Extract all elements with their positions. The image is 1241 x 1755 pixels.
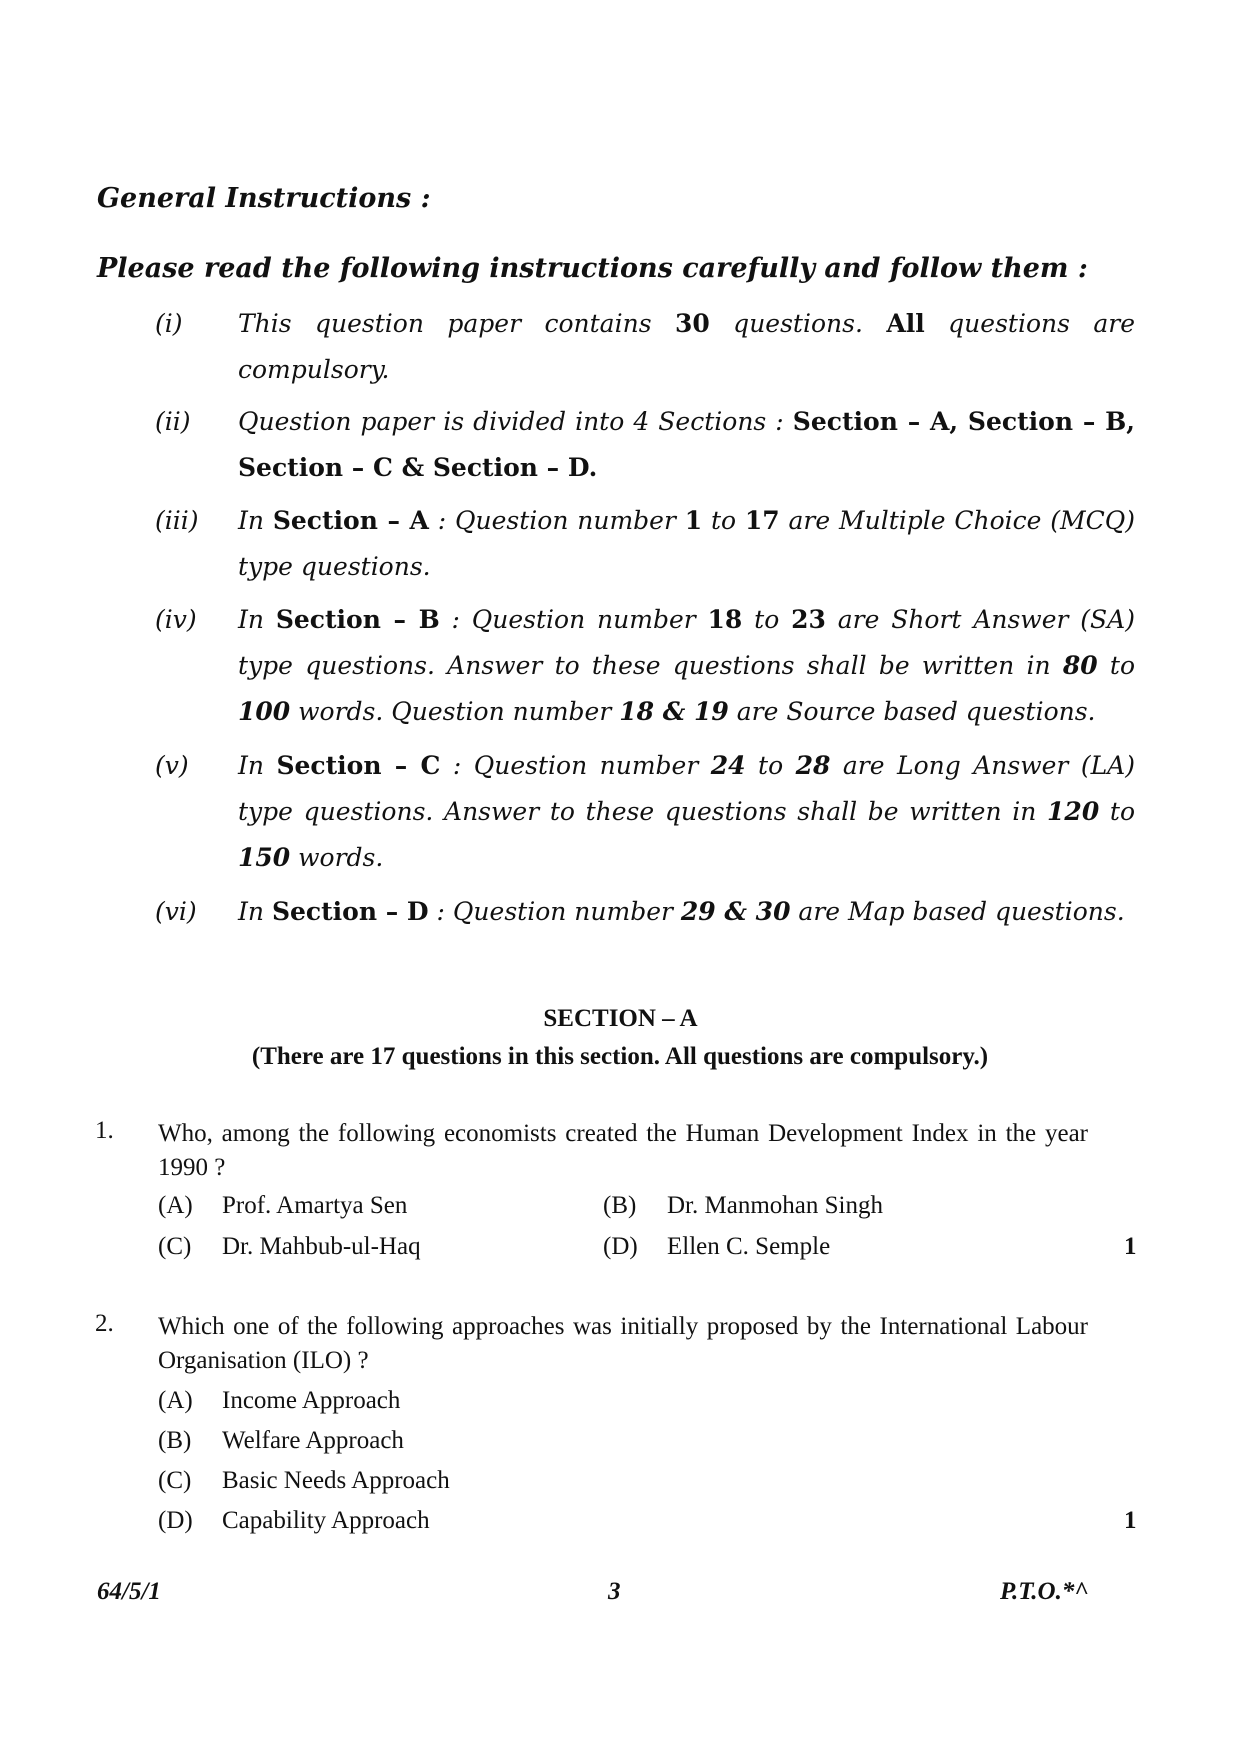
pto-label: P.T.O.*^ xyxy=(1000,1578,1089,1605)
option-b: (B) Dr. Manmohan Singh xyxy=(603,1192,883,1219)
option-a: (A) Income Approach xyxy=(158,1387,401,1414)
instruction-item xyxy=(155,743,1135,881)
paper-code: 64/5/1 xyxy=(97,1578,161,1605)
instruction-item xyxy=(155,597,1135,735)
option-b: (B) Welfare Approach xyxy=(158,1427,404,1454)
option-c: (C) Dr. Mahbub-ul-Haq xyxy=(158,1233,421,1260)
question-text: Who, among the following economists created the Human Development Index in the year 1990 ? xyxy=(158,1120,1088,1181)
question-number: 2. xyxy=(95,1310,114,1337)
instructions-lead: Please read the following instructions carefully and follow them : xyxy=(97,253,1088,284)
option-a: (A) Prof. Amartya Sen xyxy=(158,1192,408,1219)
instruction-item xyxy=(155,498,1135,590)
page-number: 3 xyxy=(608,1578,621,1605)
option-d: (D) Ellen C. Semple xyxy=(603,1233,831,1260)
question-text: Which one of the following approaches was initially proposed by the International Labour Organisation (ILO) ? xyxy=(158,1313,1088,1374)
instruction-text: Question paper is divided into 4 Sections : Section – A, Section – B, Section – C & Section – D. xyxy=(238,407,1135,482)
instructions-heading: General Instructions : xyxy=(97,183,431,214)
instruction-item xyxy=(155,301,1135,393)
instruction-number: (v) xyxy=(155,751,189,780)
instruction-number: (iv) xyxy=(155,605,197,634)
option-c: (C) Basic Needs Approach xyxy=(158,1467,450,1494)
question-1 xyxy=(95,1117,1145,1185)
instruction-item xyxy=(155,889,1135,935)
instruction-number: (vi) xyxy=(155,897,197,926)
question-number: 1. xyxy=(95,1117,114,1144)
instruction-text: In Section – C : Question number 24 to 28 are Long Answer (LA) type questions. Answer to these questions shall be written in 120 to 150 words. xyxy=(238,751,1135,872)
section-note: (There are 17 questions in this section. All questions are compulsory.) xyxy=(251,1043,989,1070)
instruction-number: (i) xyxy=(155,309,183,338)
instruction-number: (ii) xyxy=(155,407,191,436)
section-title: SECTION – A xyxy=(543,1005,698,1032)
instruction-text: In Section – D : Question number 29 & 30 are Map based questions. xyxy=(238,897,1125,926)
instruction-text: This question paper contains 30 questions. All questions are compulsory. xyxy=(238,309,1136,384)
instruction-item xyxy=(155,399,1135,491)
instruction-text: In Section – A : Question number 1 to 17 are Multiple Choice (MCQ) type questions. xyxy=(238,506,1135,581)
marks: 1 xyxy=(1124,1507,1137,1534)
option-d: (D) Capability Approach xyxy=(158,1507,430,1534)
marks: 1 xyxy=(1124,1233,1137,1260)
instruction-text: In Section – B : Question number 18 to 23 are Short Answer (SA) type questions. Answer to these questions shall be written in 80 to 100 words. Question number 18 & 19 are Source based questions. xyxy=(238,605,1135,726)
question-2 xyxy=(95,1310,1145,1378)
instruction-number: (iii) xyxy=(155,506,199,535)
